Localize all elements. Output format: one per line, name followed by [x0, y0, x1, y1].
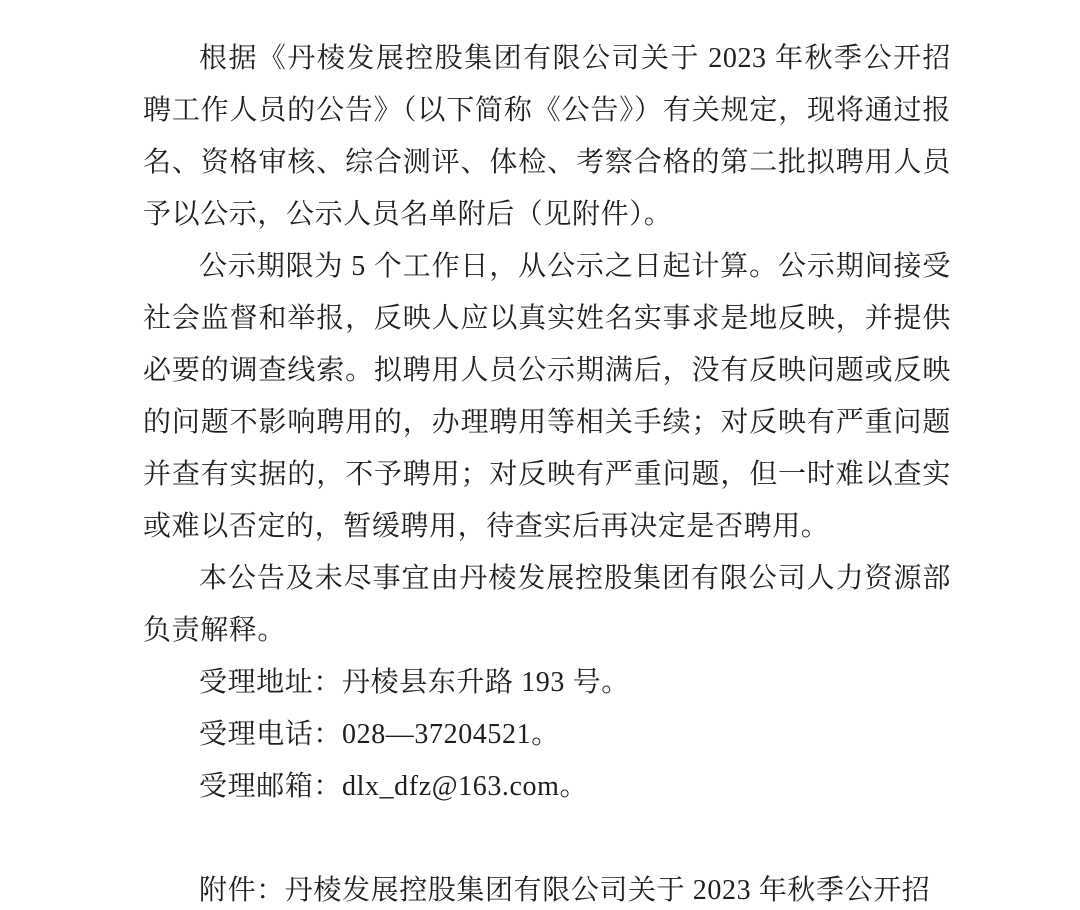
announcement-body — [143, 33, 951, 910]
publicity-period-paragraph: 公示期限为 5 个工作日，从公示之日起计算。公示期间接受社会监督和举报，反映人应以真实姓名实事求是地反映，并提供必要的调查线索。拟聘用人员公示期满后，没有反映问题或反映的问题不影响聘用的，办理聘用等相关手续；对反映有严重问题并查有实据的，不予聘用；对反映有严重问题，但一时难以查实或难以否定的，暂缓聘用，待查实后再决定是否聘用。 — [143, 251, 951, 542]
attachment-line: 附件：丹棱发展控股集团有限公司关于 2023 年秋季公开招 — [199, 875, 931, 906]
email-line: 受理邮箱：dlx_dfz@163.com。 — [199, 771, 589, 802]
interpretation-paragraph: 本公告及未尽事宜由丹棱发展控股集团有限公司人力资源部负责解释。 — [143, 563, 951, 646]
address-line: 受理地址：丹棱县东升路 193 号。 — [199, 667, 630, 698]
intro-paragraph: 根据《丹棱发展控股集团有限公司关于 2023 年秋季公开招聘工作人员的公告》（以下简称《公告》）有关规定，现将通过报名、资格审核、综合测评、体检、考察合格的第二批拟聘用人员予以公示，公示人员名单附后（见附件）。 — [143, 43, 951, 230]
phone-line: 受理电话：028—37204521。 — [199, 719, 560, 750]
